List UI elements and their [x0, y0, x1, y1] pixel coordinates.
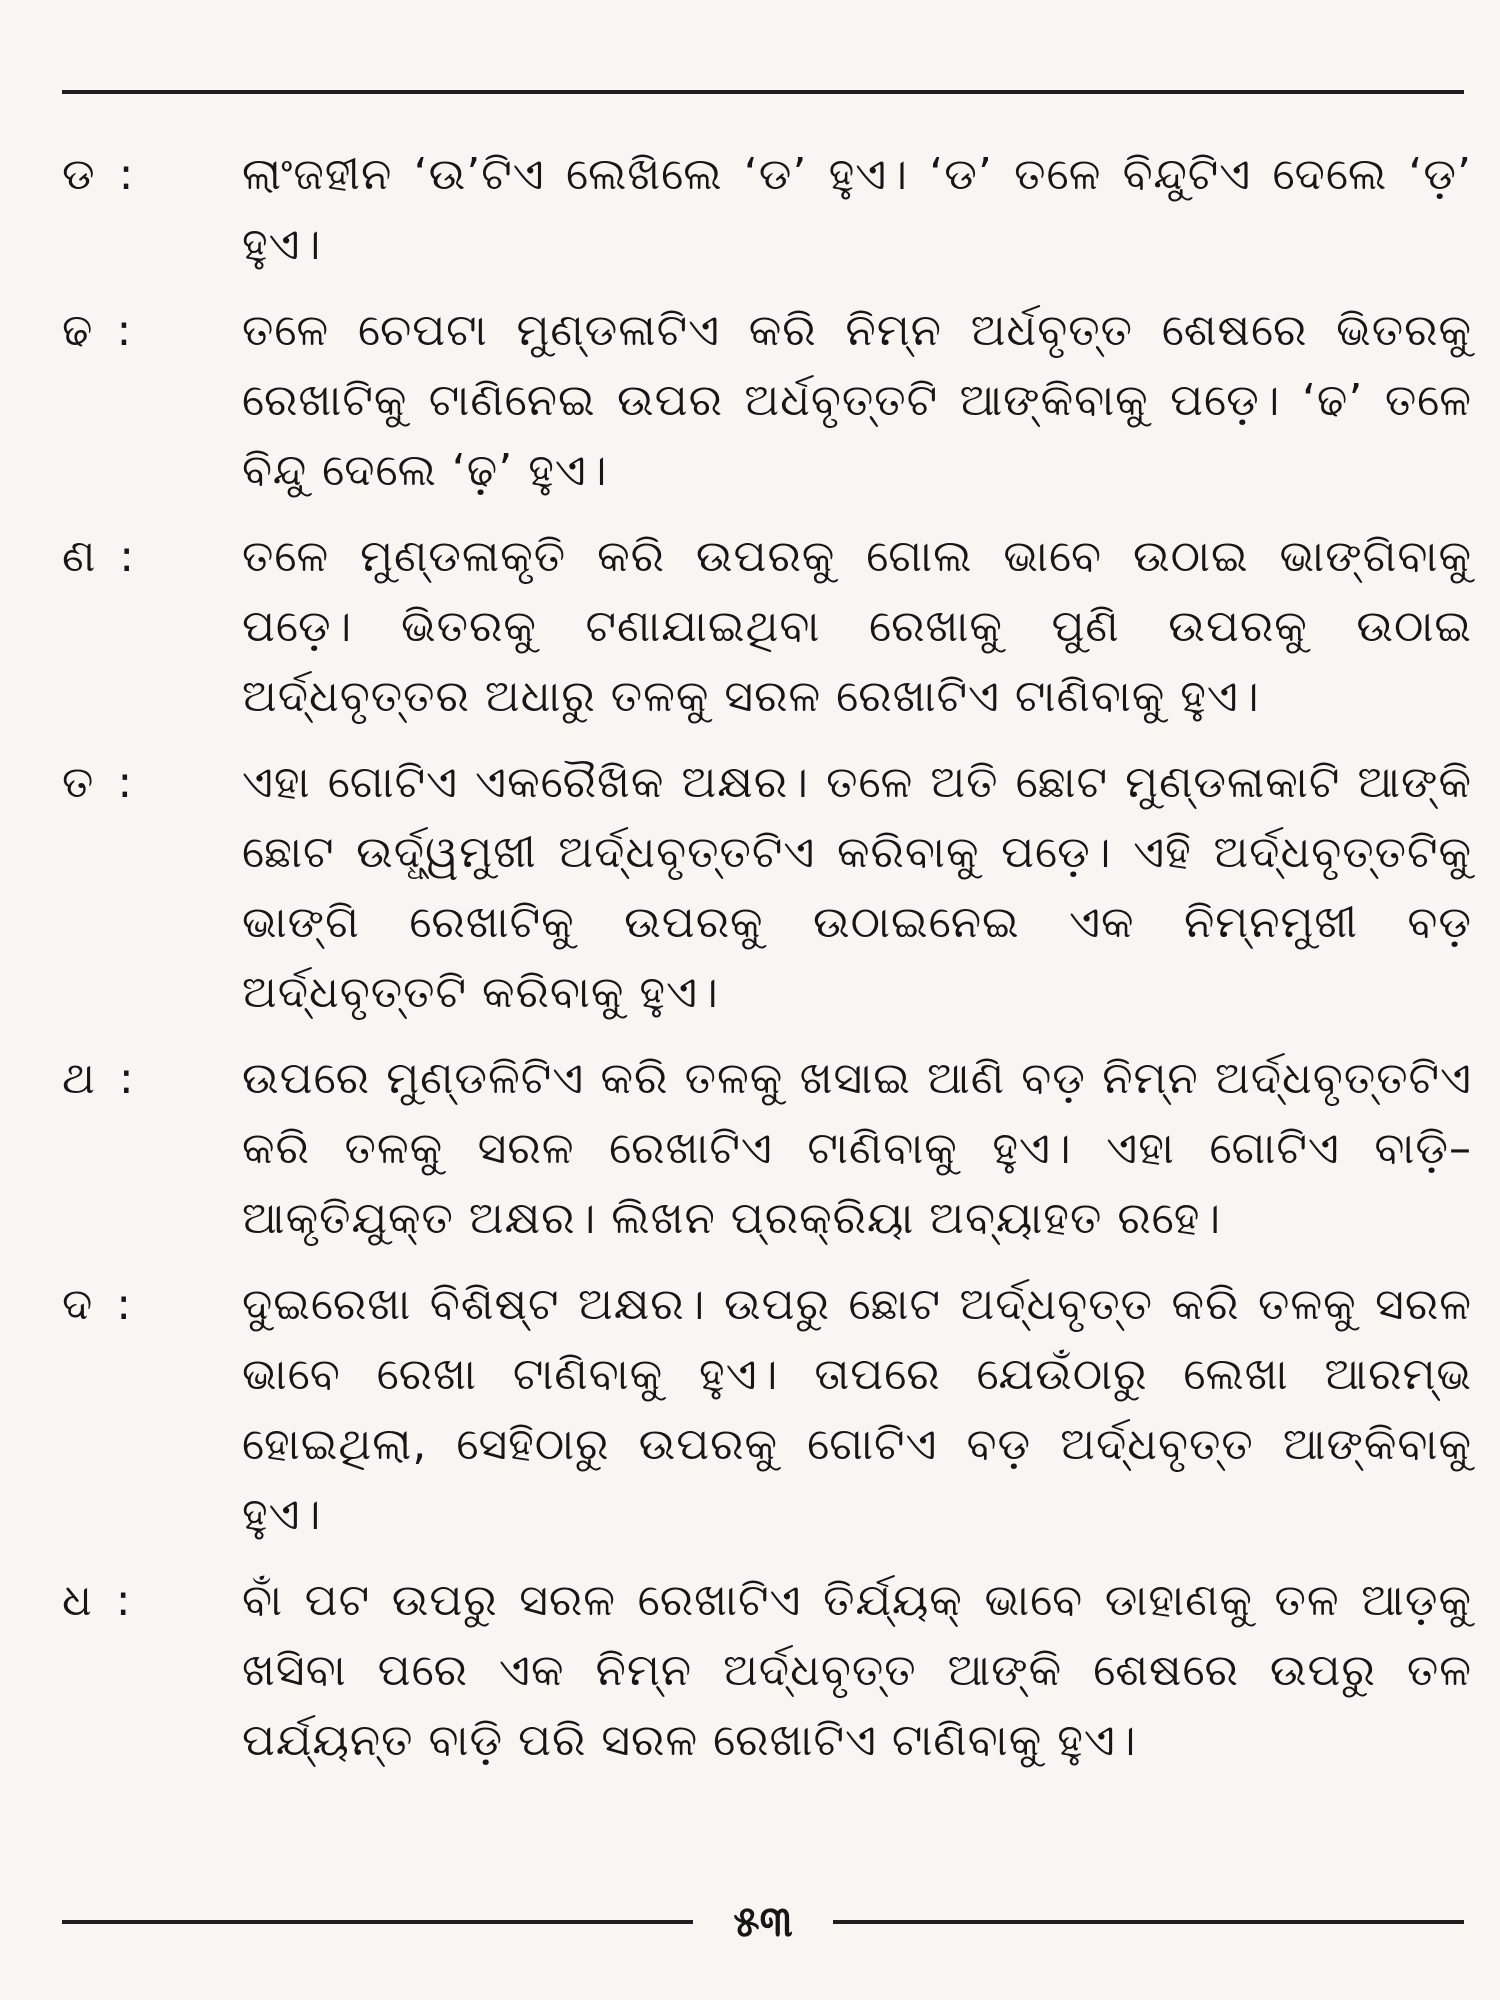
footer-rule-left	[62, 1920, 693, 1924]
entry-dda	[62, 140, 1472, 280]
page-footer	[62, 1892, 1464, 1952]
entry-letter	[62, 1270, 182, 1340]
entry-text: ଲାଂଜହୀନ ‘ଉ’ଟିଏ ଲେଖିଲେ ‘ଡ’ ହୁଏ। ‘ଡ’ ତଳେ ବିନ୍ଦୁଟିଏ ଦେଲେ ‘ଡ଼’ ହୁଏ।	[242, 149, 1472, 270]
entry-letter-glyph: ଧ	[62, 1575, 92, 1626]
entry-letter-glyph: ଣ	[62, 531, 96, 582]
entry-colon: :	[117, 757, 133, 808]
entry-colon: :	[119, 531, 135, 582]
entry-letter	[62, 748, 182, 818]
entry-nna	[62, 522, 1472, 732]
entry-dha	[62, 1566, 1472, 1776]
entry-letter-glyph: ଡ	[62, 149, 95, 200]
entry-letter-glyph: ଢ	[62, 305, 93, 356]
entry-letter	[62, 140, 182, 210]
entry-colon: :	[115, 1575, 131, 1626]
entry-letter	[62, 1044, 182, 1114]
entry-text: ତଳେ ମୁଣ୍ଡଳାକୃତି କରି ଉପରକୁ ଗୋଲ ଭାବେ ଉଠାଇ ଭାଙ୍ଗିବାକୁ ପଡ଼େ। ଭିତରକୁ ଟଣାଯାଇଥିବା ରେଖାକୁ ପୁଣି ଉପରକୁ ଉଠାଇ ଅର୍ଦ୍ଧବୃତ୍ତର ଅଧାରୁ ତଳକୁ ସରଳ ରେଖାଟିଏ ଟାଣିବାକୁ ହୁଏ।	[242, 531, 1472, 722]
entry-text: ଏହା ଗୋଟିଏ ଏକରୈଖିକ ଅକ୍ଷର। ତଳେ ଅତି ଛୋଟ ମୁଣ୍ଡଳାକାଟି ଆଙ୍କି ଛୋଟ ଉର୍ଦ୍ଧ୍ୱମୁଖୀ ଅର୍ଦ୍ଧବୃତ୍ତଟିଏ କରିବାକୁ ପଡ଼େ। ଏହି ଅର୍ଦ୍ଧବୃତ୍ତଟିକୁ ଭାଙ୍ଗି ରେଖାଟିକୁ ଉପରକୁ ଉଠାଇନେଇ ଏକ ନିମ୍ନମୁଖୀ ବଡ଼ ଅର୍ଦ୍ଧବୃତ୍ତଟି କରିବାକୁ ହୁଏ।	[242, 757, 1472, 1018]
entry-da	[62, 1270, 1472, 1550]
entry-letter-glyph: ତ	[62, 757, 94, 808]
page-number: ୫୩	[733, 1897, 793, 1946]
entry-tha	[62, 1044, 1472, 1254]
entry-colon: :	[118, 1053, 134, 1104]
entry-ta	[62, 748, 1472, 1028]
entry-letter	[62, 296, 182, 366]
footer-rule-right	[833, 1920, 1464, 1924]
top-rule	[62, 90, 1464, 94]
entry-ddha	[62, 296, 1472, 506]
entry-text: ଦୁଇରେଖା ବିଶିଷ୍ଟ ଅକ୍ଷର। ଉପରୁ ଛୋଟ ଅର୍ଦ୍ଧବୃତ୍ତ କରି ତଳକୁ ସରଳ ଭାବେ ରେଖା ଟାଣିବାକୁ ହୁଏ। ତାପରେ ଯେଉଁଠାରୁ ଲେଖା ଆରମ୍ଭ ହୋଇଥିଲା, ସେହିଠାରୁ ଉପରକୁ ଗୋଟିଏ ବଡ଼ ଅର୍ଦ୍ଧବୃତ୍ତ ଆଙ୍କିବାକୁ ହୁଏ।	[242, 1279, 1472, 1540]
entry-colon: :	[116, 1279, 132, 1330]
entry-text: ତଳେ ଚେପଟା ମୁଣ୍ଡଳାଟିଏ କରି ନିମ୍ନ ଅର୍ଧବୃତ୍ତ ଶେଷରେ ଭିତରକୁ ରେଖାଟିକୁ ଟାଣିନେଇ ଉପର ଅର୍ଧବୃତ୍ତଟି ଆଙ୍କିବାକୁ ପଡ଼େ। ‘ଢ’ ତଳେ ବିନ୍ଦୁ ଦେଲେ ‘ଢ଼’ ହୁଏ।	[242, 305, 1472, 496]
entry-text: ବାଁ ପଟ ଉପରୁ ସରଳ ରେଖାଟିଏ ତିର୍ଯ୍ୟକ୍ ଭାବେ ଡାହାଣକୁ ତଳ ଆଡ଼କୁ ଖସିବା ପରେ ଏକ ନିମ୍ନ ଅର୍ଦ୍ଧବୃତ୍ତ ଆଙ୍କି ଶେଷରେ ଉପରୁ ତଳ ପର୍ଯ୍ୟନ୍ତ ବାଡ଼ି ପରି ସରଳ ରେଖାଟିଏ ଟାଣିବାକୁ ହୁଏ।	[242, 1575, 1472, 1766]
entry-letter-glyph: ଦ	[62, 1279, 93, 1330]
entry-colon: :	[118, 149, 134, 200]
entry-colon: :	[116, 305, 132, 356]
entry-letter-glyph: ଥ	[62, 1053, 95, 1104]
entry-letter	[62, 522, 182, 592]
entry-text: ଉପରେ ମୁଣ୍ଡଳିଟିଏ କରି ତଳକୁ ଖସାଇ ଆଣି ବଡ଼ ନିମ୍ନ ଅର୍ଦ୍ଧବୃତ୍ତଟିଏ କରି ତଳକୁ ସରଳ ରେଖାଟିଏ ଟାଣିବାକୁ ହୁଏ। ଏହା ଗୋଟିଏ ବାଡ଼ି–ଆକୃତିଯୁକ୍ତ ଅକ୍ଷର। ଲିଖନ ପ୍ରକ୍ରିୟା ଅବ୍ୟାହତ ରହେ।	[242, 1053, 1472, 1244]
page-content	[62, 140, 1472, 1792]
entry-letter	[62, 1566, 182, 1636]
